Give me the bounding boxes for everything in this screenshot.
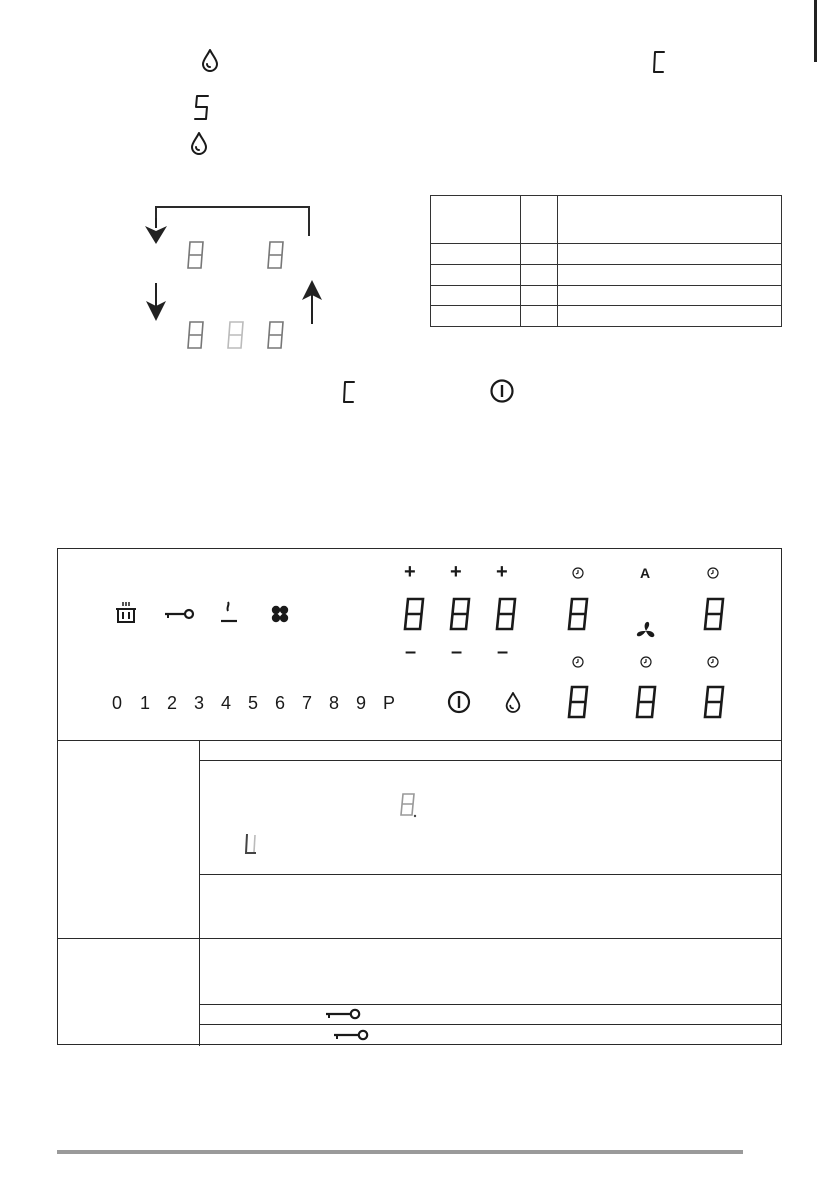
- power-level-9[interactable]: 9: [356, 693, 367, 713]
- seven-segment-8: [402, 597, 426, 631]
- margin-mark: [814, 0, 817, 62]
- timer-icon: [707, 567, 719, 579]
- timer-icon: [572, 656, 584, 668]
- panel-divider: [57, 938, 782, 939]
- water-drop-icon[interactable]: [503, 691, 523, 713]
- seven-segment-8: [702, 597, 726, 631]
- diagram-line: [308, 206, 310, 236]
- timer-icon: [572, 567, 584, 579]
- plus-button[interactable]: +: [404, 561, 416, 583]
- display-5-icon: [193, 94, 211, 122]
- panel-divider: [199, 874, 782, 875]
- power-level-1[interactable]: 1: [140, 693, 151, 713]
- power-icon[interactable]: [447, 690, 471, 714]
- display-c-icon: [651, 50, 667, 74]
- key-lock-icon: [326, 1008, 362, 1020]
- minus-button[interactable]: –: [405, 641, 417, 663]
- timer-icon: [707, 656, 719, 668]
- seven-segment-8: [266, 240, 286, 270]
- power-level-2[interactable]: 2: [167, 693, 178, 713]
- power-icon: [489, 378, 515, 404]
- fan-icon: [270, 604, 290, 624]
- seven-segment-8: [566, 685, 590, 719]
- display-l-icon: [243, 832, 259, 856]
- arrow-down-icon: [142, 218, 170, 246]
- power-level-p[interactable]: P: [383, 693, 396, 713]
- arrow-up-icon: [298, 280, 326, 324]
- pot-icon: [114, 600, 138, 624]
- panel-divider: [199, 760, 782, 761]
- power-level-7[interactable]: 7: [302, 693, 313, 713]
- key-lock-icon: [334, 1029, 370, 1041]
- arrow-down-icon: [142, 283, 170, 323]
- key-lock-icon: [165, 608, 195, 620]
- power-level-8[interactable]: 8: [329, 693, 340, 713]
- fan-blade-icon: [634, 619, 658, 643]
- display-c-icon: [341, 380, 357, 404]
- seven-segment-8: [399, 792, 417, 818]
- seven-segment-8: [186, 240, 206, 270]
- power-level-6[interactable]: 6: [275, 693, 286, 713]
- power-level-4[interactable]: 4: [221, 693, 232, 713]
- minus-button[interactable]: –: [451, 641, 463, 663]
- seven-segment-8: [634, 685, 658, 719]
- water-drop-icon: [199, 48, 221, 72]
- power-level-3[interactable]: 3: [194, 693, 205, 713]
- heat-icon: [219, 600, 239, 624]
- panel-divider: [199, 740, 200, 1046]
- timer-icon: [640, 656, 652, 668]
- minus-button[interactable]: –: [497, 641, 509, 663]
- seven-segment-8: [266, 320, 286, 350]
- seven-segment-8: [448, 597, 472, 631]
- footer-rule: [57, 1150, 743, 1154]
- water-drop-icon: [188, 131, 210, 155]
- diagram-line: [155, 206, 310, 208]
- plus-button[interactable]: +: [496, 561, 508, 583]
- seven-segment-8: [226, 320, 246, 350]
- seven-segment-8: [186, 320, 206, 350]
- panel-divider: [199, 1024, 782, 1025]
- seven-segment-8: [702, 685, 726, 719]
- panel-divider: [199, 1004, 782, 1005]
- seven-segment-8: [566, 597, 590, 631]
- panel-divider: [57, 740, 782, 741]
- plus-button[interactable]: +: [450, 561, 462, 583]
- seven-segment-8: [494, 597, 518, 631]
- auto-label: A: [640, 565, 651, 581]
- power-level-5[interactable]: 5: [248, 693, 259, 713]
- power-level-0[interactable]: 0: [112, 693, 123, 713]
